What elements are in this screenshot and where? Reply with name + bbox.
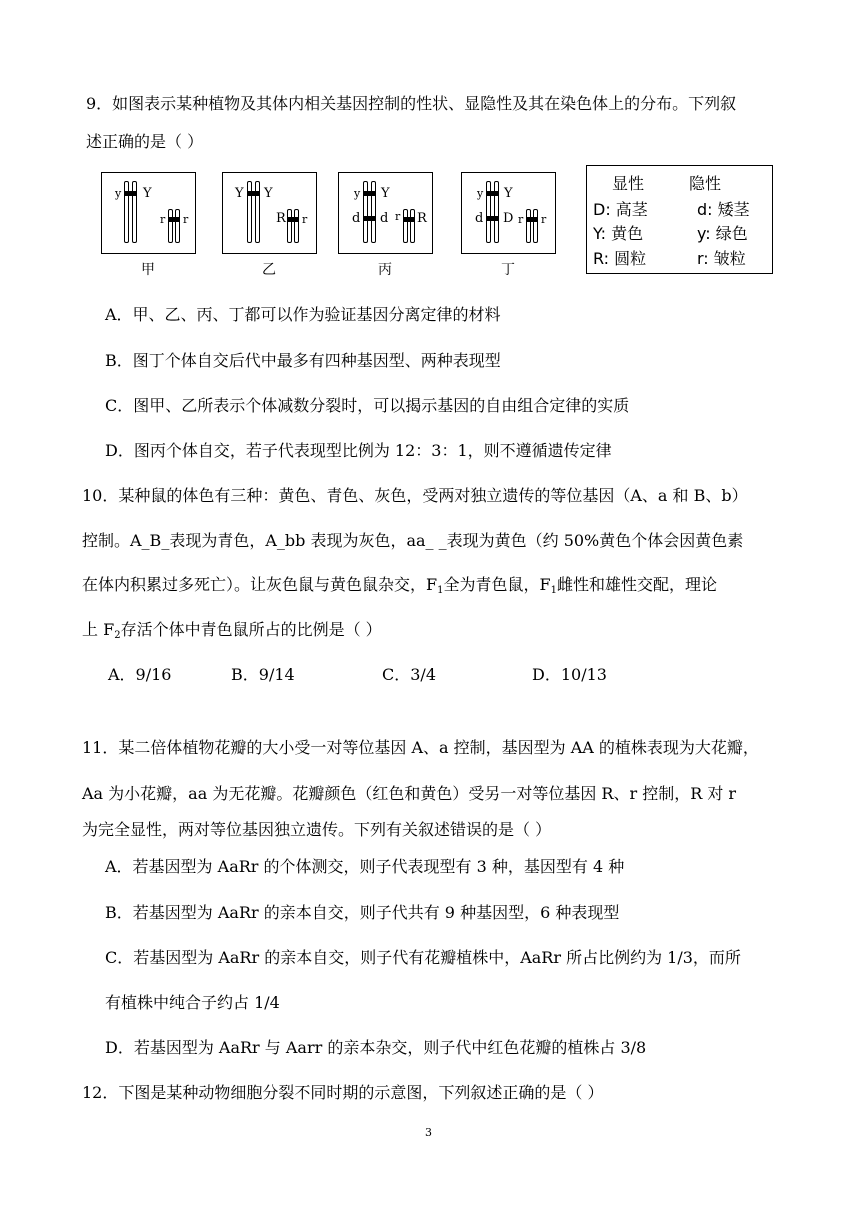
gene-label: y (115, 187, 122, 200)
gene-label: R (417, 211, 427, 226)
figure-jia-label: 甲 (141, 262, 155, 278)
gene-label: y (477, 187, 484, 200)
gene-label: r (302, 213, 308, 226)
q11-stem-line1: 11．某二倍体植物花瓣的大小受一对等位基因 A、a 控制，基因型为 AA 的植株表现为大花瓣， (82, 738, 759, 757)
gene-label: Y (264, 186, 273, 201)
gene-label: Y (381, 186, 390, 201)
q10-stem-line2: 控制。A_B_表现为青色，A_bb 表现为灰色，aa_ _表现为黄色（约 50%黄色个体会因黄色素 (82, 531, 744, 550)
gene-label: r (395, 210, 401, 223)
figure-bing (338, 172, 433, 254)
gene-label: Y (504, 186, 513, 201)
gene-label: d (380, 211, 389, 226)
page-number: 3 (425, 1126, 432, 1139)
gene-label: y (354, 187, 361, 200)
gene-label: R (276, 211, 286, 226)
legend-dominant-r: R: 圆粒 (593, 249, 647, 268)
legend-recessive-y: y: 绿色 (697, 224, 748, 243)
gene-label: d (475, 211, 484, 226)
figure-ding-label: 丁 (501, 262, 515, 278)
figure-jia (101, 172, 196, 254)
q10-option-a: A．9/16 (108, 665, 172, 684)
q10-option-c: C．3/4 (382, 665, 436, 684)
figure-ding (461, 172, 556, 254)
gene-label: r (541, 213, 547, 226)
legend-recessive-d: d: 矮茎 (697, 200, 750, 219)
q11-option-c-line2: 有植株中纯合子约占 1/4 (105, 993, 280, 1012)
legend-dominant-d: D: 高茎 (593, 200, 648, 219)
q10-stem-line1: 10．某种鼠的体色有三种：黄色、青色、灰色，受两对独立遗传的等位基因（A、a 和 B、b） (82, 486, 748, 505)
q12-stem-line1: 12．下图是某种动物细胞分裂不同时期的示意图，下列叙述正确的是（ ） (82, 1083, 604, 1102)
q11-option-a: A．若基因型为 AaRr 的个体测交，则子代表现型有 3 种，基因型有 4 种 (105, 857, 625, 876)
q10-stem-line3: 在体内积累过多死亡）。让灰色鼠与黄色鼠杂交，$F_1$全为青色鼠，$F_1$雌性和雄性交配，理论 (82, 575, 717, 596)
q10-option-b: B．9/14 (231, 665, 295, 684)
gene-label: r (183, 213, 189, 226)
legend-dominant-y: Y: 黄色 (593, 224, 644, 243)
gene-label: Y (235, 186, 244, 201)
gene-label: r (160, 213, 166, 226)
figure-yi (222, 172, 317, 254)
q9-option-d: D．图丙个体自交，若子代表现型比例为 12：3：1，则不遵循遗传定律 (105, 441, 612, 460)
q10-option-d: D．10/13 (532, 665, 607, 684)
gene-label: r (518, 213, 524, 226)
legend-header-recessive: 隐性 (689, 174, 722, 193)
legend-recessive-r: r: 皱粒 (697, 249, 746, 268)
q9-stem-line1: 9．如图表示某种植物及其体内相关基因控制的性状、显隐性及其在染色体上的分布。下列叙 (86, 94, 737, 113)
q9-option-c: C．图甲、乙所表示个体减数分裂时，可以揭示基因的自由组合定律的实质 (105, 396, 630, 415)
q9-option-b: B．图丁个体自交后代中最多有四种基因型、两种表现型 (105, 351, 501, 370)
gene-label: d (352, 211, 361, 226)
q11-option-c-line1: C．若基因型为 AaRr 的亲本自交，则子代有花瓣植株中，AaRr 所占比例约为 1/3，而所 (105, 948, 741, 967)
q11-option-b: B．若基因型为 AaRr 的亲本自交，则子代共有 9 种基因型，6 种表现型 (105, 903, 620, 922)
q10-stem-line4: 上 $F_2$存活个体中青色鼠所占的比例是（ ） (82, 620, 382, 641)
gene-label: Y (143, 186, 152, 201)
legend-header-dominant: 显性 (612, 174, 645, 193)
gene-label: D (503, 211, 514, 226)
q11-stem-line2: Aa 为小花瓣，aa 为无花瓣。花瓣颜色（红色和黄色）受另一对等位基因 R、r 控制，R 对 r (82, 784, 737, 803)
q9-option-a: A．甲、乙、丙、丁都可以作为验证基因分离定律的材料 (105, 305, 501, 324)
q11-stem-line3: 为完全显性，两对等位基因独立遗传。下列有关叙述错误的是（ ） (82, 820, 552, 839)
gene-legend (586, 165, 773, 274)
q9-stem-line2: 述正确的是（ ） (86, 132, 204, 151)
figure-yi-label: 乙 (262, 262, 276, 278)
q11-option-d: D．若基因型为 AaRr 与 Aarr 的亲本杂交，则子代中红色花瓣的植株占 3/8 (105, 1038, 647, 1057)
figure-bing-label: 丙 (378, 262, 392, 278)
